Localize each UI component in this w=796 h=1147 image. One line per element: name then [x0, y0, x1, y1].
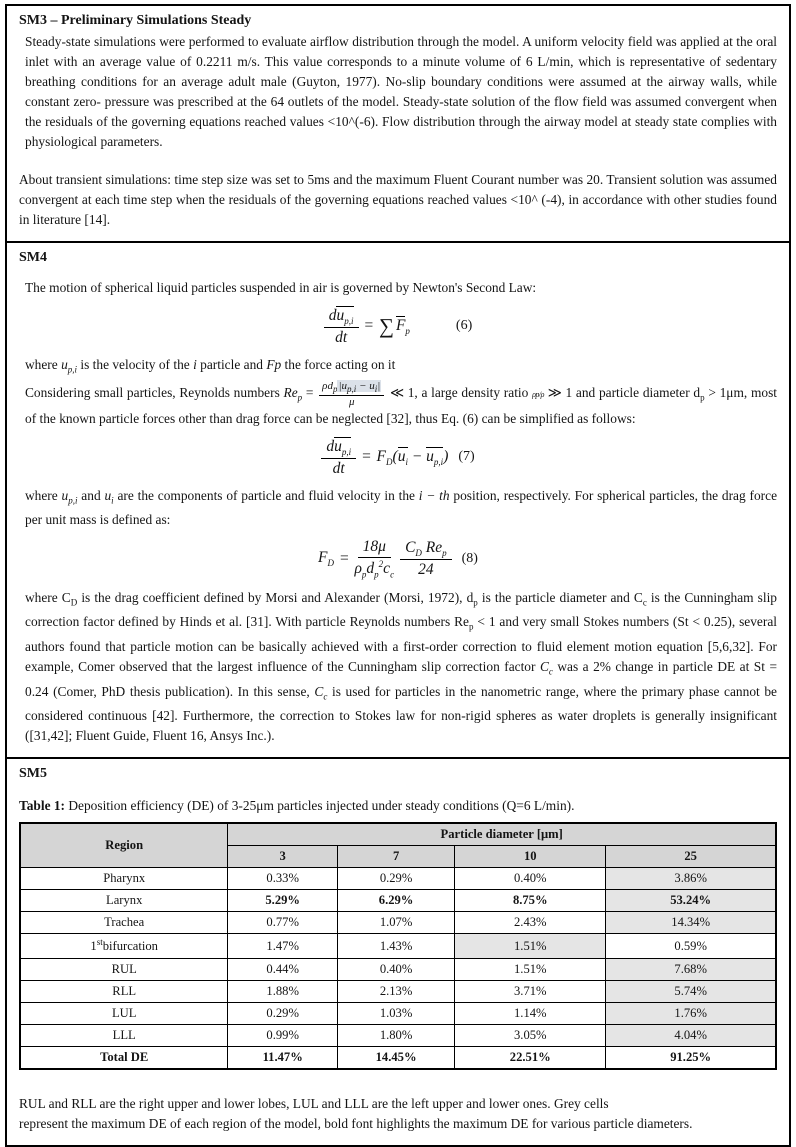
abs-bar: | [338, 379, 342, 392]
minus-sign: − [407, 448, 427, 466]
eq7-u: u [334, 437, 342, 455]
table-caption [19, 798, 777, 814]
sm3-paragraph-transient: About transient simulations: time step size was set to 5ms and the maximum Fluent Courant number was 20. Transient solution was assumed convergent at each time step when the residuals of the governing equations reached values <10^ (-4), in accordance with other studies found in literature [14]. [19, 172, 777, 227]
eq7-F-sub: D [386, 457, 393, 468]
value-cell: 3.71% [455, 980, 606, 1002]
value-cell: 0.33% [228, 868, 338, 890]
table-row [20, 934, 776, 958]
eq7-dt: dt [332, 459, 345, 477]
eq8-CD-sub: D [415, 548, 422, 558]
value-cell: 0.29% [338, 868, 455, 890]
eq8-rho: ρ [354, 560, 362, 578]
value-cell: 1.07% [338, 912, 455, 934]
fraction [321, 437, 356, 478]
spacer [19, 152, 777, 170]
section-sm3 [5, 4, 791, 243]
fraction-cdre [400, 539, 452, 579]
value-cell: 1.03% [338, 1002, 455, 1024]
table-caption-text: Deposition efficiency (DE) of 3-25μm particles injected under steady conditions (Q=6 L/min). [65, 798, 575, 814]
equation-6-number: (6) [455, 318, 473, 334]
section-sm4-title: SM4 [19, 250, 47, 265]
diameter-header-3: 3 [228, 846, 338, 868]
equals-sign: = [361, 448, 372, 466]
value-cell: 0.77% [228, 912, 338, 934]
table-row [20, 1046, 776, 1069]
mu-symbol: μ [348, 395, 355, 408]
value-cell: 0.44% [228, 958, 338, 980]
eq6-F-sub: p [405, 326, 410, 337]
footnote-line-2: represent the maximum DE of each region of the model, bold font highlights the maximum DE for various particle diameters. [19, 1115, 693, 1131]
eq8-d-sub: p [374, 569, 379, 580]
value-cell: 1.51% [455, 958, 606, 980]
reynolds-text-before: Considering small particles, Reynolds numbers $Re_p$ = [25, 385, 318, 403]
section-sm4 [5, 241, 791, 759]
section-sm3-title: SM3 – Preliminary Simulations Steady [19, 13, 252, 28]
reynolds-text-after: ≪ 1, a large density ratio ρp/ρ ≫ 1 and particle diameter $d_p > 1\mu m$, most of the known particle forces other than drag force can be neglected [32], thus Eq. (6) can be simplified as follows: [25, 385, 778, 426]
table-footnote [19, 1094, 777, 1134]
eq7-d: d [326, 437, 335, 455]
region-cell: LUL [20, 1002, 228, 1024]
value-cell: 1.76% [606, 1002, 776, 1024]
table-row [20, 1024, 776, 1046]
eq7-ui-sub: i [405, 457, 408, 468]
value-cell: 1.43% [338, 934, 455, 958]
region-cell: Trachea [20, 912, 228, 934]
eq8-d-sup: 2 [378, 559, 384, 570]
table-header-row-group [20, 823, 776, 846]
table-row [20, 912, 776, 934]
sm4-paragraph-reynolds [19, 380, 777, 429]
eq7-rhs [377, 447, 449, 467]
eq8-lhs [318, 549, 334, 568]
table-row [20, 958, 776, 980]
eq6-dt: dt [335, 329, 348, 347]
rho-symbol: ρ [322, 379, 328, 392]
value-cell: 0.99% [228, 1024, 338, 1046]
sm4-intro: The motion of spherical liquid particles suspended in air is governed by Newton's Second Law: [25, 280, 537, 295]
table-row [20, 1002, 776, 1024]
dp-symbol: d [327, 379, 333, 392]
equation-7 [19, 437, 777, 478]
region-cell: Pharynx [20, 868, 228, 890]
section-sm5 [5, 757, 791, 1146]
value-cell: 0.40% [338, 958, 455, 980]
region-cell: RLL [20, 980, 228, 1002]
value-cell: 7.68% [606, 958, 776, 980]
equation-6 [19, 306, 777, 347]
eq8-F: F [318, 549, 328, 567]
value-cell: 6.29% [338, 890, 455, 912]
value-cell: 14.34% [606, 912, 776, 934]
left-paren: ( [392, 448, 398, 466]
value-cell: 3.05% [455, 1024, 606, 1046]
diameter-header-10: 10 [455, 846, 606, 868]
eq6-d: d [328, 307, 337, 324]
table-caption-label: Table 1: [19, 798, 66, 814]
eq7-up-sub: p,i [433, 457, 444, 468]
value-cell: 1.14% [455, 1002, 606, 1024]
region-cell: Larynx [20, 890, 228, 912]
summation-symbol: ∑ [378, 313, 394, 338]
table-row [20, 890, 776, 912]
sm4-paragraph-drag: where $C_D$ is the drag coefficient defined by Morsi and Alexander (Morsi, 1972), $d_p$ is the particle diameter and $C_c$ is the Cunningham slip correction factor defined by Hinds et al. [31]. With particle Reynolds numbers $Re_p < 1$ and very small Stokes numbers (St < 0.25), several authors found that particle motion can be basically achieved with a first-order correction to fluid element motion equation [5,6,32]. For example, Comer observed that the largest influence of the Cunningham slip correction factor $C_c$ was a 2% change in particle DE at St = 0.24 (Comer, PhD thesis publication). In this sense, $C_c$ is used for particles in the nanometric range, where the primary phase cannot be considered continuous [42]. Furthermore, the correction to Stokes law for non-rigid spheres as water droplets is generally insignificant ([31,42]; Fluent Guide, Fluent 16, Ansys Inc.). [25, 589, 778, 744]
value-cell: 0.40% [455, 868, 606, 890]
inline-reynolds-fraction [319, 380, 384, 409]
eq8-c: c [383, 560, 391, 578]
region-column-header: Region [20, 823, 228, 868]
eq8-18mu: 18μ [358, 538, 391, 558]
equation-8-number: (8) [461, 551, 478, 567]
value-cell: 53.24% [606, 890, 776, 912]
value-cell: 0.59% [606, 934, 776, 958]
eq6-force [396, 316, 410, 336]
eq8-d: d [366, 560, 375, 578]
value-cell: 14.45% [338, 1046, 455, 1069]
eq7-F: F [376, 448, 387, 466]
right-paren: ) [443, 448, 449, 466]
u2-symbol: u [369, 379, 375, 392]
eq8-24: 24 [418, 561, 434, 579]
value-cell: 1.80% [338, 1024, 455, 1046]
velocity-difference-shaded [337, 380, 381, 392]
footnote-line-1: RUL and RLL are the right upper and lower lobes, LUL and LLL are the left upper and lower ones. Grey cells [19, 1095, 609, 1111]
value-cell: 3.86% [606, 868, 776, 890]
eq8-Re-sub: p [442, 548, 447, 558]
eq8-c-sub: c [390, 569, 395, 580]
value-cell: 5.74% [606, 980, 776, 1002]
region-cell: 1stbifurcation [20, 934, 228, 958]
u1-symbol: u [341, 379, 347, 392]
region-cell: Total DE [20, 1046, 228, 1069]
diameter-header-7: 7 [338, 846, 455, 868]
value-cell: 91.25% [606, 1046, 776, 1069]
sm4-where-2: where $u_{p,i}$ and $u_i$ are the components of particle and fluid velocity in the i − th position, respectively. For spherical particles, the drag force per unit mass is defined as: [25, 487, 778, 528]
fraction [324, 306, 359, 347]
value-cell: 1.47% [228, 934, 338, 958]
value-cell: 8.75% [455, 890, 606, 912]
equals-sign: = [339, 550, 350, 568]
spacer [19, 269, 777, 278]
minus-sign: − [356, 379, 370, 392]
value-cell: 4.04% [606, 1024, 776, 1046]
eq6-u-sub: p,i [344, 316, 354, 327]
table-row [20, 868, 776, 890]
deposition-efficiency-table [19, 822, 777, 1069]
eq6-F: F [395, 317, 406, 335]
value-cell: 1.51% [455, 934, 606, 958]
abs-bar: | [377, 379, 381, 392]
equation-8 [19, 538, 777, 579]
region-cell: RUL [20, 958, 228, 980]
value-cell: 5.29% [228, 890, 338, 912]
eq8-Re: Re [425, 538, 443, 556]
eq8-F-sub: D [327, 558, 334, 569]
value-cell: 22.51% [455, 1046, 606, 1069]
dp-sub: p [332, 383, 338, 394]
equation-7-number: (7) [458, 449, 475, 465]
value-cell: 1.88% [228, 980, 338, 1002]
spacer [19, 785, 777, 794]
region-cell: LLL [20, 1024, 228, 1046]
sm4-where-1: where $u_{p,i}$ is the velocity of the i particle and Fp the force acting on it [25, 356, 396, 375]
eq8-CD: C [405, 538, 416, 556]
eq6-u: u [336, 307, 345, 324]
value-cell: 2.43% [455, 912, 606, 934]
eq7-ui: u [397, 448, 406, 466]
eq8-rho-sub: p [361, 569, 367, 580]
u1-sub: p,i [346, 383, 357, 394]
value-cell: 11.47% [228, 1046, 338, 1069]
eq7-u-sub: p,i [341, 446, 352, 457]
value-cell: 0.29% [228, 1002, 338, 1024]
particle-diameter-group-header: Particle diameter [μm] [228, 823, 776, 846]
sm3-paragraph-steady: Steady-state simulations were performed to evaluate airflow distribution through the model. A uniform velocity field was applied at the oral inlet with an average value of 0.2211 m/s. This value corresponds to a minute volume of 6 L/min, which is representative of sedentary breathing conditions for an average adult male (Guyton, 1977). No-slip boundary conditions were assumed at the airway walls, while constant zero- pressure was prescribed at the 64 outlets of the model. Steady-state solution of the flow field was assumed convergent when the residuals of the governing equations reached values <10^(-6). Flow distribution through the airway model at steady state complies with physiological parameters. [25, 34, 777, 149]
section-sm5-title: SM5 [19, 766, 47, 782]
value-cell: 2.13% [338, 980, 455, 1002]
eq7-up: u [426, 448, 434, 466]
equals-sign: = [363, 317, 374, 335]
u2-sub: i [374, 383, 378, 394]
table-row [20, 980, 776, 1002]
diameter-header-25: 25 [606, 846, 776, 868]
fraction-18mu [354, 538, 394, 579]
